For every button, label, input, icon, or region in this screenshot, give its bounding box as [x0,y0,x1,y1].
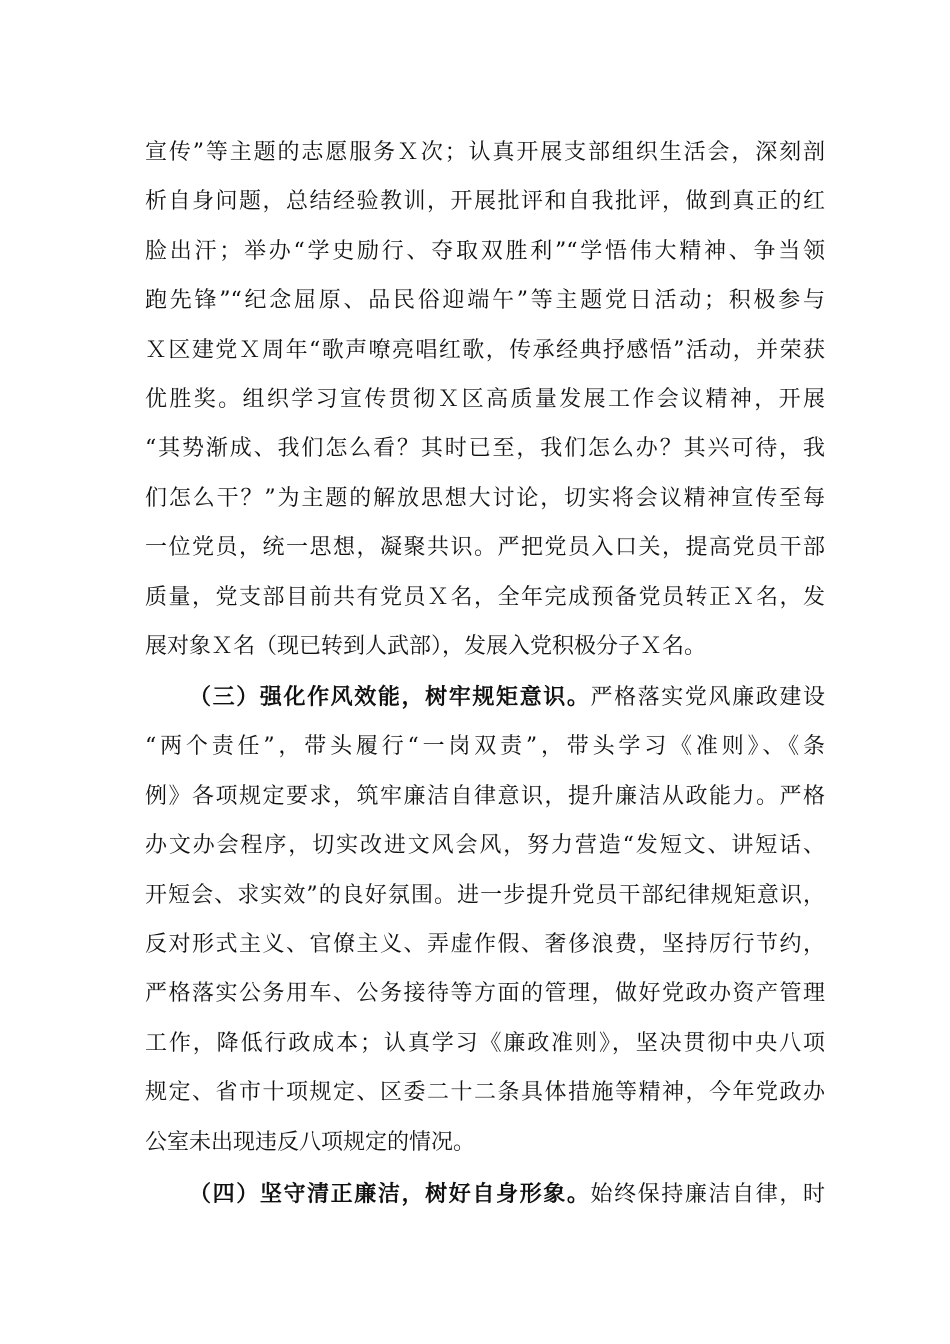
text-line: 脸出汗；举办“学史励行、夺取双胜利”“学悟伟大精神、争当领 [145,238,825,264]
section-first-line-text: 始终保持廉洁自律，时 [590,1182,825,1207]
text-line: 反对形式主义、官僚主义、弄虚作假、奢侈浪费，坚持厉行节约， [145,931,825,957]
text-line: 一位党员，统一思想，凝聚共识。严把党员入口关，提高党员干部 [145,535,825,561]
section-first-line-text: 严格落实党风廉政建设 [590,685,825,710]
text-line: 析自身问题，总结经验教训，开展批评和自我批评，做到真正的红 [145,189,825,215]
paragraph-3 [145,1170,825,1219]
text-line: 规定、省市十项规定、区委二十二条具体措施等精神，今年党政办 [145,1080,825,1106]
text-line: 们怎么干？”为主题的解放思想大讨论，切实将会议精神宣传至每 [145,485,825,511]
text-line: 优胜奖。组织学习宣传贯彻Ｘ区高质量发展工作会议精神，开展 [145,386,825,412]
text-line: 严格落实公务用车、公务接待等方面的管理，做好党政办资产管理 [145,981,825,1007]
section-first-line [145,673,825,722]
text-line: “两个责任”，带头履行“一岗双责”，带头学习《准则》、《条 [145,734,825,760]
text-line: 展对象Ｘ名（现已转到人武部），发展入党积极分子Ｘ名。 [145,633,707,659]
text-line: 跑先锋”“纪念屈原、品民俗迎端午”等主题党日活动；积极参与 [145,288,825,314]
section-heading: （三）强化作风效能，树牢规矩意识。 [189,684,591,710]
text-line: 办文办会程序，切实改进文风会风，努力营造“发短文、讲短话、 [145,833,825,859]
text-line: 公室未出现违反八项规定的情况。 [145,1129,476,1155]
section-heading: （四）坚守清正廉洁，树好自身形象。 [189,1181,591,1207]
paragraph-2 [145,673,825,1167]
section-first-line [145,1170,825,1219]
text-line: 例》各项规定要求，筑牢廉洁自律意识，提升廉洁从政能力。严格 [145,783,825,809]
text-line: 质量，党支部目前共有党员Ｘ名，全年完成预备党员转正Ｘ名，发 [145,584,825,610]
text-line: 开短会、求实效”的良好氛围。进一步提升党员干部纪律规矩意识， [145,882,825,908]
text-line: 宣传”等主题的志愿服务Ｘ次；认真开展支部组织生活会，深刻剖 [145,140,825,165]
paragraph-1 [145,128,825,671]
text-line: “其势渐成、我们怎么看？其时已至，我们怎么办？其兴可待，我 [145,436,825,462]
text-line: 工作，降低行政成本；认真学习《廉政准则》，坚决贯彻中央八项 [145,1030,825,1056]
text-line: Ｘ区建党Ｘ周年“歌声嘹亮唱红歌，传承经典抒感悟”活动，并荣获 [145,337,825,363]
